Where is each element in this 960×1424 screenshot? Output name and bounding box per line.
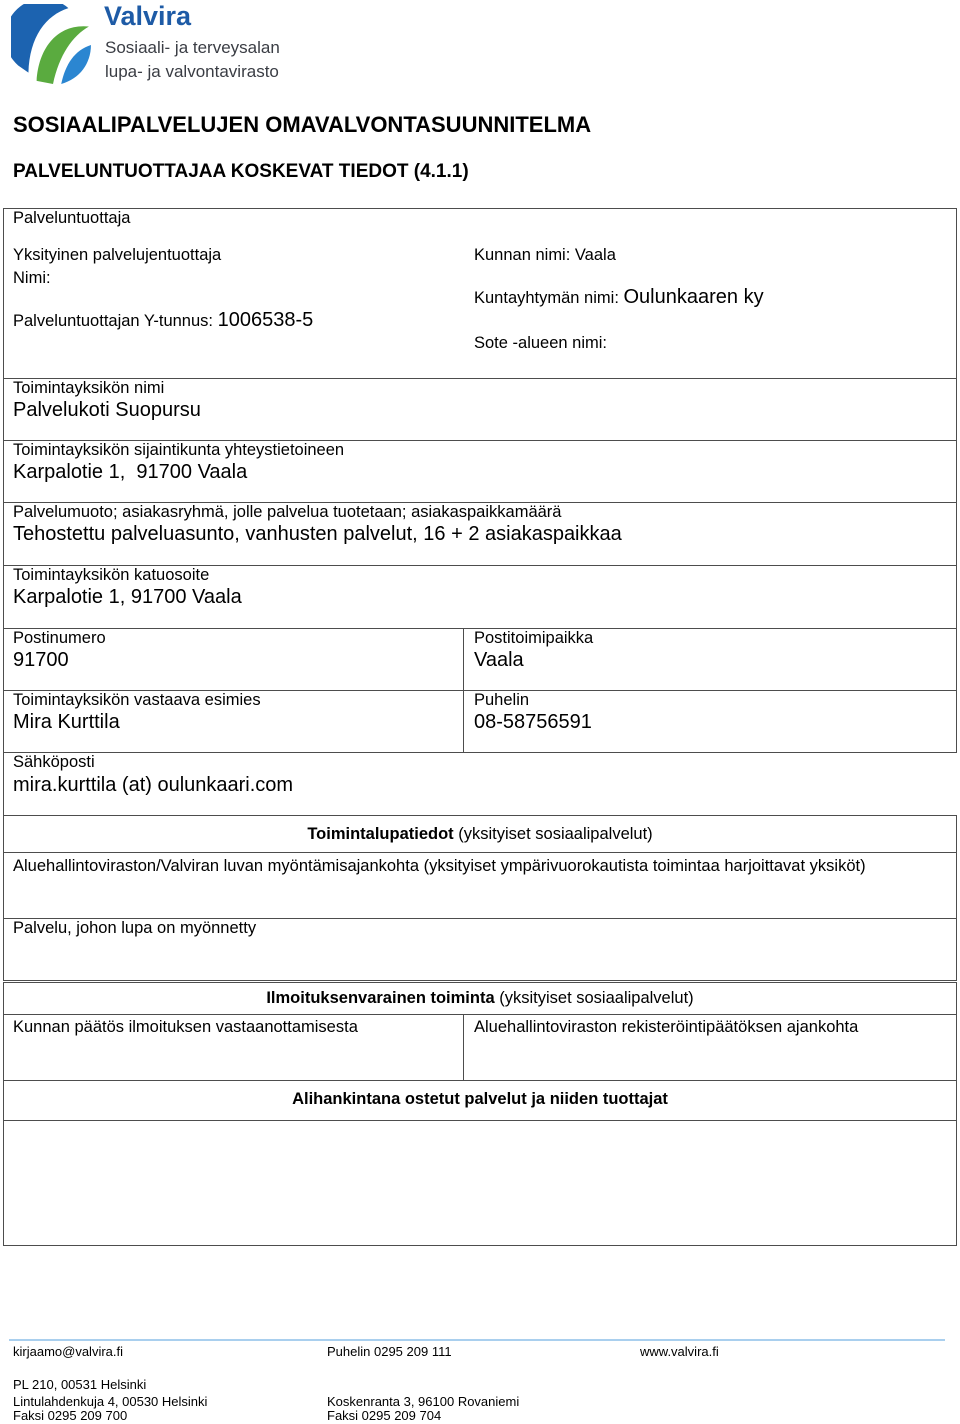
street-address-value: Karpalotie 1, 91700 Vaala [13, 586, 242, 608]
phone-cell [463, 690, 957, 753]
logo-tagline-line1: Sosiaali- ja terveysalan [105, 38, 280, 57]
licensed-service-label: Palvelu, johon lupa on myönnetty [13, 919, 257, 937]
manager-label: Toimintayksikön vastaava esimies [13, 691, 261, 709]
municipality-label: Kunnan nimi: [474, 246, 571, 264]
unit-location-cell [3, 440, 957, 503]
municipality-value: Vaala [574, 246, 616, 264]
footer-website: www.valvira.fi [640, 1344, 719, 1359]
notification-heading [4, 989, 956, 1008]
notification-header-cell [3, 982, 957, 1015]
footer-helsinki-street: Lintulahdenkuja 4, 00530 Helsinki [13, 1394, 208, 1409]
manager-value: Mira Kurttila [13, 711, 120, 733]
unit-location-value: Karpalotie 1, 91700 Vaala [13, 461, 248, 483]
license-heading-rest: (yksityiset sosiaalipalvelut) [458, 825, 653, 843]
notification-heading-bold: Ilmoituksenvarainen toiminta [266, 989, 495, 1007]
email-label: Sähköposti [13, 753, 95, 771]
license-header-cell [3, 815, 957, 853]
footer-helsinki-fax: Faksi 0295 209 700 [13, 1408, 128, 1423]
footer-rovaniemi-street: Koskenranta 3, 96100 Rovaniemi [327, 1394, 520, 1409]
service-form-value: Tehostettu palveluasunto, vanhusten palvelut, 16 + 2 asiakaspaikkaa [13, 523, 622, 545]
license-heading-bold: Toimintalupatiedot [307, 825, 454, 843]
post-office-cell [463, 628, 957, 691]
document-title: SOSIAALIPALVELUJEN OMAVALVONTASUUNNITELMA [13, 112, 592, 137]
street-address-label: Toimintayksikön katuosoite [13, 566, 210, 584]
unit-name-value: Palvelukoti Suopursu [13, 399, 201, 421]
footer-rovaniemi-fax: Faksi 0295 209 704 [327, 1408, 442, 1423]
license-date-label: Aluehallintoviraston/Valviran luvan myöntämisajankohta (yksityiset ympärivuorokautista toimintaa harjoittavat yksiköt) [13, 857, 866, 875]
subcontracting-header-cell [3, 1080, 957, 1121]
municipal-decision-cell [3, 1014, 464, 1081]
license-heading [4, 825, 956, 844]
phone-value: 08-58756591 [474, 711, 592, 733]
postal-code-cell [3, 628, 464, 691]
business-id-value: 1006538-5 [217, 309, 314, 331]
joint-authority-value: Oulunkaaren ky [623, 286, 764, 308]
footer-phone: Puhelin 0295 209 111 [327, 1344, 452, 1359]
footer-helsinki-po-box: PL 210, 00531 Helsinki [13, 1377, 147, 1392]
unit-location-label: Toimintayksikön sijaintikunta yhteystietoineen [13, 441, 345, 459]
provider-type: Yksityinen palvelujentuottaja [13, 246, 222, 264]
provider-heading: Palveluntuottaja [13, 209, 131, 227]
manager-cell [3, 690, 464, 753]
notification-heading-rest: (yksityiset sosiaalipalvelut) [499, 989, 694, 1007]
license-date-cell [3, 852, 957, 919]
logo-swoosh-blue [61, 45, 91, 84]
provider-name-label: Nimi: [13, 269, 51, 287]
subcontracting-heading: Alihankintana ostetut palvelut ja niiden tuottajat [292, 1090, 668, 1108]
post-office-label: Postitoimipaikka [474, 629, 594, 647]
licensed-service-cell [3, 918, 957, 981]
footer-rule [9, 1339, 945, 1341]
business-id-label: Palveluntuottajan Y-tunnus: [13, 312, 213, 330]
valvira-logo-icon [11, 4, 93, 86]
sote-area-label: Sote -alueen nimi: [474, 334, 607, 352]
street-address-cell [3, 565, 957, 629]
postal-code-value: 91700 [13, 649, 69, 671]
footer-email: kirjaamo@valvira.fi [13, 1344, 123, 1359]
logo-tagline-line2: lupa- ja valvontavirasto [105, 62, 279, 81]
unit-name-label: Toimintayksikön nimi [13, 379, 165, 397]
registration-decision-label: Aluehallintoviraston rekisteröintipäätöksen ajankohta [474, 1018, 859, 1036]
joint-authority-row [474, 285, 764, 311]
subcontracting-body-cell [3, 1120, 957, 1246]
logo-wordmark: Valvira [104, 1, 192, 31]
provider-section [3, 208, 957, 379]
joint-authority-label: Kuntayhtymän nimi: [474, 289, 619, 307]
municipal-decision-label: Kunnan päätös ilmoituksen vastaanottamisesta [13, 1018, 358, 1036]
service-form-cell [3, 502, 957, 566]
unit-name-cell [3, 378, 957, 441]
postal-code-label: Postinumero [13, 629, 106, 647]
document-subtitle: PALVELUNTUOTTAJAA KOSKEVAT TIEDOT (4.1.1) [13, 161, 469, 182]
municipality-row [474, 246, 616, 265]
phone-label: Puhelin [474, 691, 530, 709]
email-cell [3, 752, 957, 815]
business-id-row [13, 308, 313, 334]
service-form-label: Palvelumuoto; asiakasryhmä, jolle palvelua tuotetaan; asiakaspaikkamäärä [13, 503, 562, 521]
registration-decision-cell [463, 1014, 957, 1081]
post-office-value: Vaala [474, 649, 524, 671]
email-value: mira.kurttila (at) oulunkaari.com [13, 774, 294, 796]
